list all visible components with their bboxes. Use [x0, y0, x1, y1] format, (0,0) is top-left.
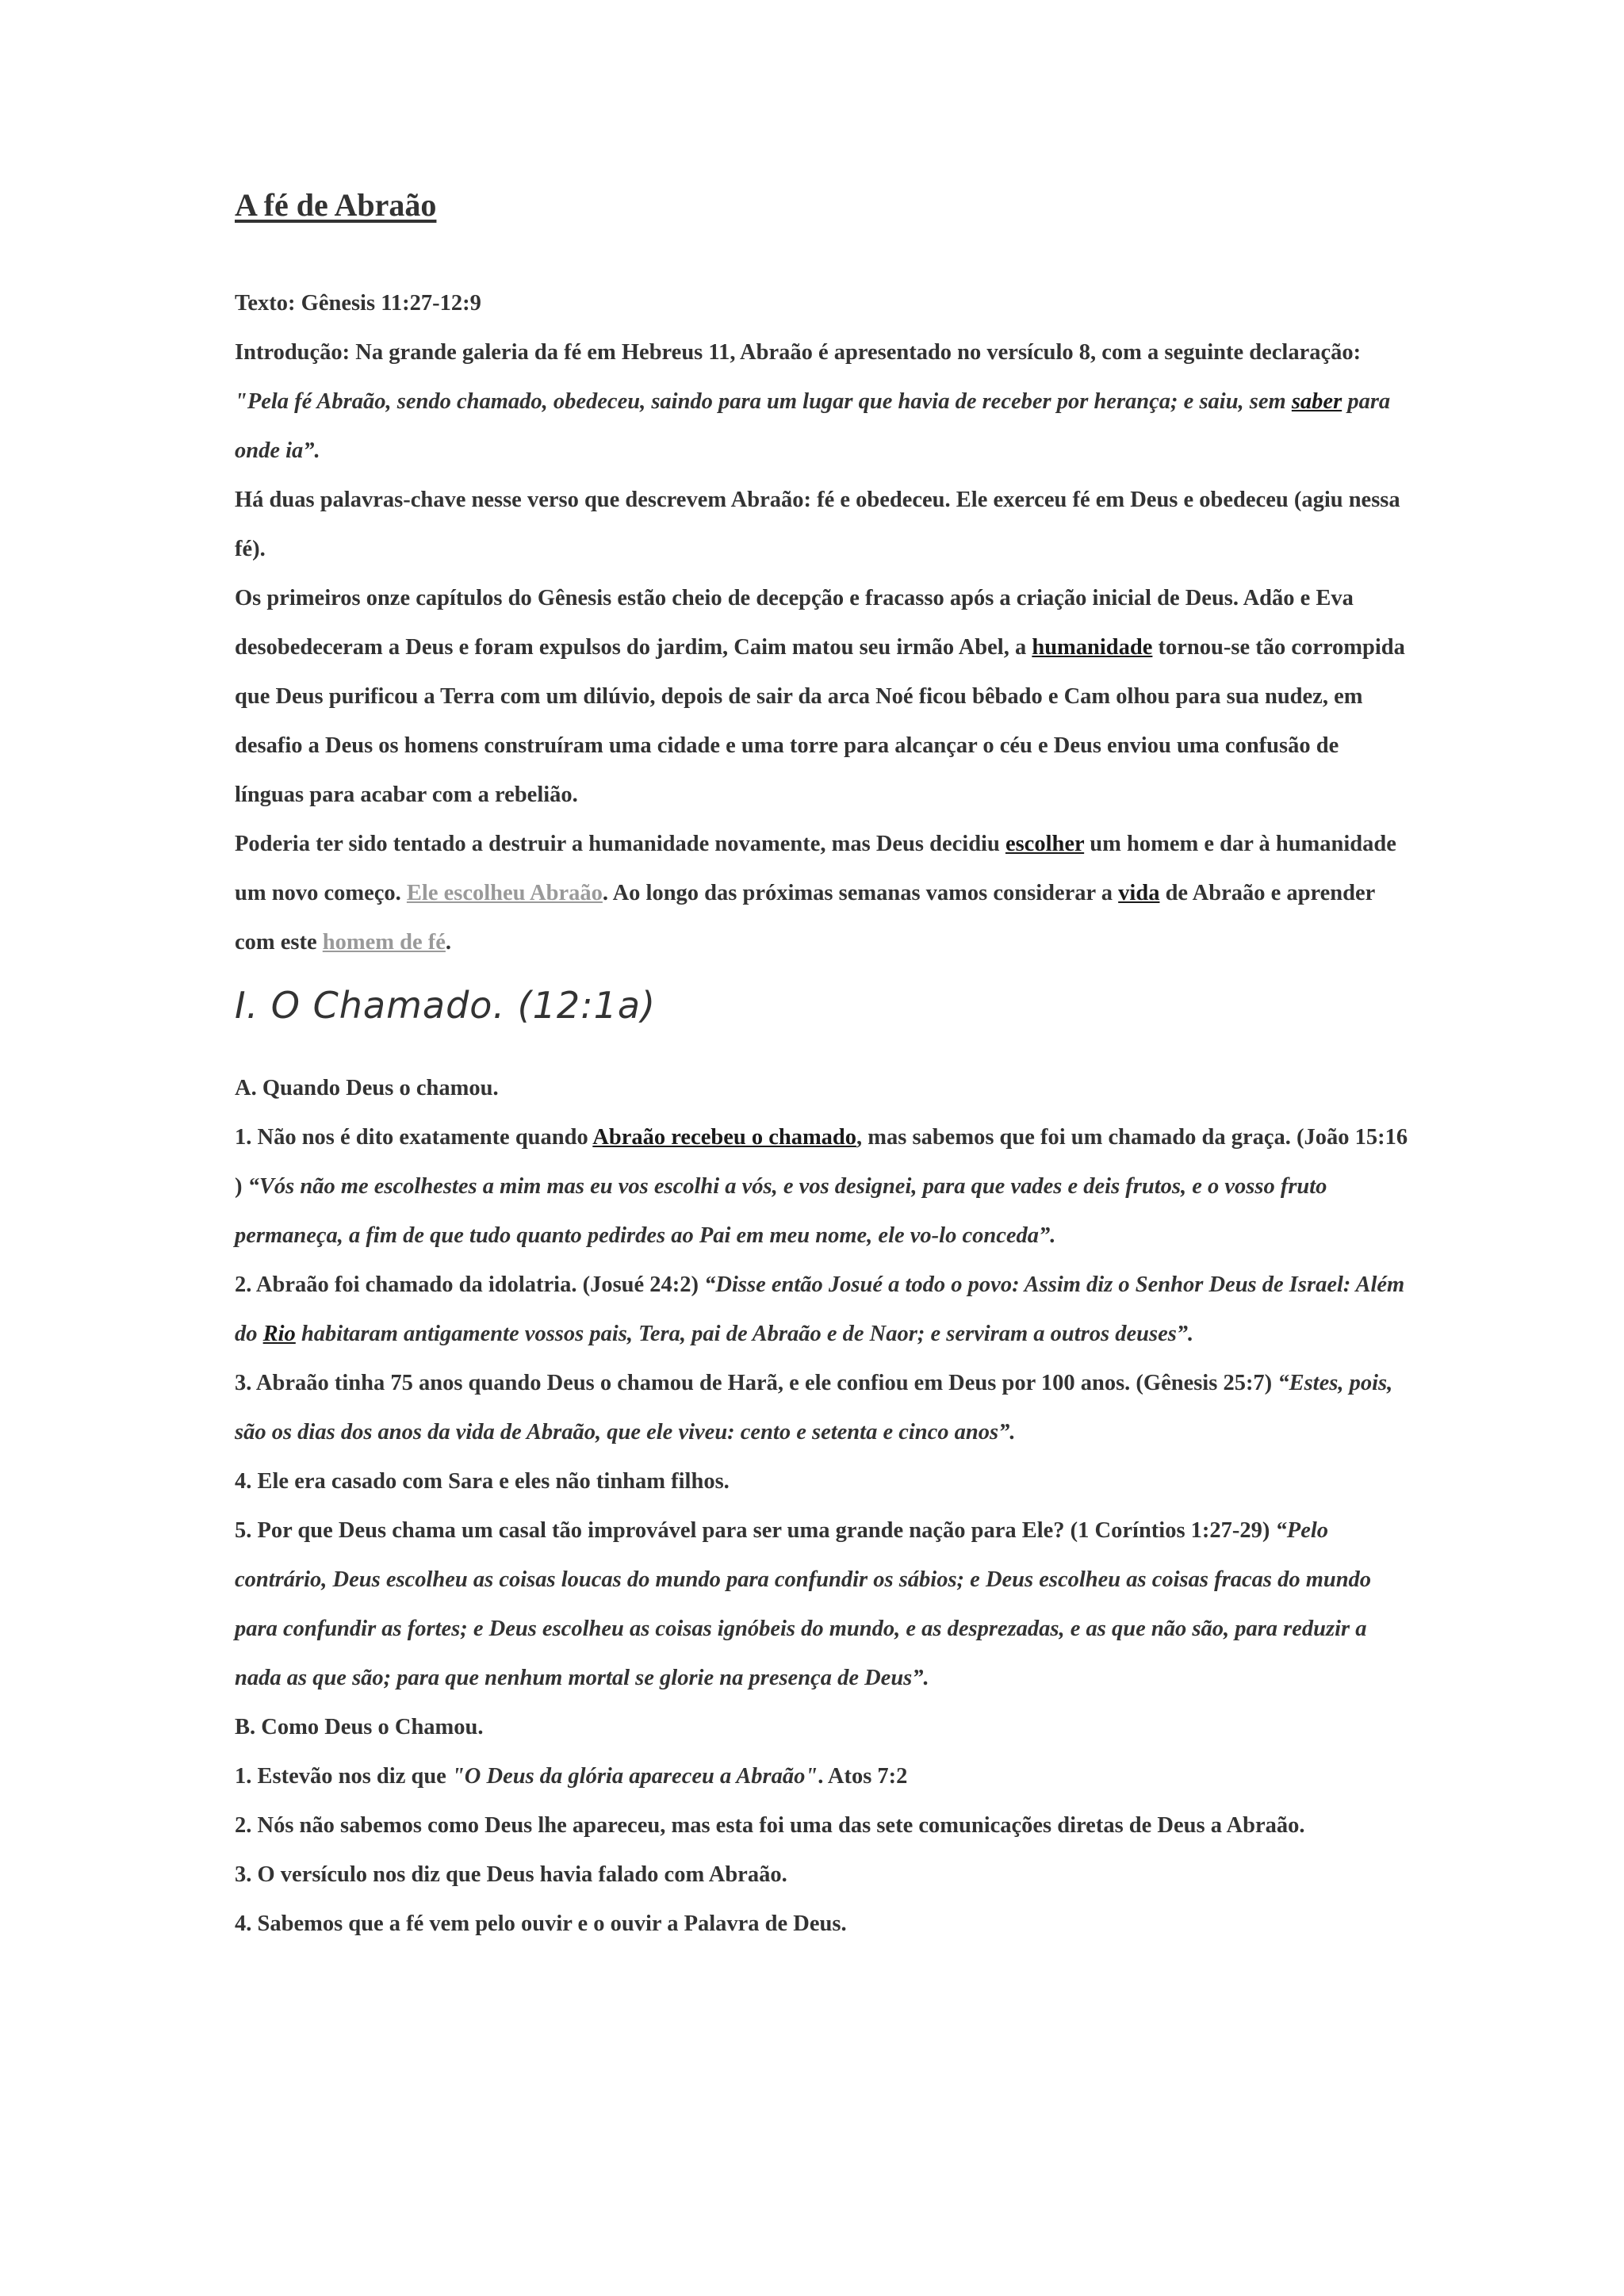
item-quote: “Estes, pois, são os dias dos anos da vida de Abraão, que ele viveu: cento e setenta e cinco anos”.	[235, 1371, 1393, 1445]
list-item: 4. Ele era casado com Sara e eles não tinham filhos.	[235, 1469, 730, 1494]
chapters-text-end: tornou-se tão corrompida que Deus purificou a Terra com um dilúvio, depois de sair da arca Noé ficou bêbado e Cam olhou para sua nudez, em desafio a Deus os homens construíram uma cidade e uma torre para alcançar o céu e Deus enviou uma confusão de línguas para acabar com a rebelião.	[235, 635, 1405, 807]
item-text: 1. Não nos é dito exatamente quando	[235, 1125, 593, 1150]
scripture-reference: Texto: Gênesis 11:27-12:9	[235, 291, 481, 316]
item-text: , mas sabemos que foi um chamado da graça. (João 15:16 )	[235, 1125, 1408, 1199]
keywords-paragraph: Há duas palavras-chave nesse verso que descrevem Abraão: fé e obedeceu. Ele exerceu fé em Deus e obedeceu (agiu nessa fé).	[235, 488, 1400, 561]
list-item: 2. Nós não sabemos como Deus lhe apareceu, mas esta foi uma das sete comunicações diretas de Deus a Abraão.	[235, 1813, 1305, 1838]
page-title: A fé de Abraão	[235, 187, 437, 223]
choice-text-5: .	[445, 930, 452, 955]
item-quote: "O Deus da glória apareceu a Abraão"	[451, 1764, 818, 1789]
quote-text: "Pela fé Abraão, sendo chamado, obedeceu, saindo para um lugar que havia de receber por herança; e saiu, sem	[235, 389, 1292, 414]
subsection-a-heading: A. Quando Deus o chamou.	[235, 1076, 499, 1100]
chapters-paragraph	[235, 574, 1408, 820]
subsection-b-heading: B. Como Deus o Chamou.	[235, 1715, 484, 1739]
vida-link[interactable]: vida	[1118, 881, 1160, 905]
choice-text-4: de Abraão e aprender com este	[235, 881, 1375, 955]
item-quote: “Disse então Josué a todo o povo: Assim diz o Senhor Deus de Israel: Além do	[235, 1272, 1405, 1346]
choice-text-1: Poderia ter sido tentado a destruir a humanidade novamente, mas Deus decidiu	[235, 832, 1005, 856]
humanidade-link[interactable]: humanidade	[1032, 635, 1153, 660]
intro-paragraph: Introdução: Na grande galeria da fé em Hebreus 11, Abraão é apresentado no versículo 8, com a seguinte declaração:	[235, 340, 1362, 365]
list-item	[235, 1113, 1408, 1261]
item-text: 5. Por que Deus chama um casal tão improvável para ser uma grande nação para Ele? (1 Coríntios 1:27-29)	[235, 1518, 1276, 1543]
list-item: 4. Sabemos que a fé vem pelo ouvir e o ouvir a Palavra de Deus.	[235, 1911, 847, 1936]
list-item	[235, 1261, 1408, 1359]
document-body	[235, 279, 1408, 1949]
item-text: 2. Abraão foi chamado da idolatria. (Josué 24:2)	[235, 1272, 705, 1297]
item-quote: “Vós não me escolhestes a mim mas eu vos escolhi a vós, e vos designei, para que vades e deis frutos, e o vosso fruto permaneça, a fim de que tudo quanto pedirdes ao Pai em meu nome, ele vo-lo conceda”.	[235, 1174, 1327, 1248]
abraao-chamado-link[interactable]: Abraão recebeu o chamado	[592, 1125, 857, 1150]
list-item: 3. O versículo nos diz que Deus havia falado com Abraão.	[235, 1862, 787, 1887]
saber-link[interactable]: saber	[1291, 389, 1342, 414]
quote-text-end: para onde ia”.	[235, 389, 1391, 463]
homem-de-fe-link[interactable]: homem de fé	[322, 930, 446, 955]
ele-escolheu-abraao-link[interactable]: Ele escolheu Abraão	[406, 881, 603, 905]
chapters-text: Os primeiros onze capítulos do Gênesis estão cheio de decepção e fracasso após a criação inicial de Deus. Adão e Eva desobedeceram a Deus e foram expulsos do jardim, Caim matou seu irmão Abel, a	[235, 586, 1354, 660]
item-quote-end: habitaram antigamente vossos pais, Tera, pai de Abraão e de Naor; e serviram a outros deuses”.	[295, 1322, 1194, 1346]
item-text: 1. Estevão nos diz que	[235, 1764, 452, 1789]
item-quote: “Pelo contrário, Deus escolheu as coisas loucas do mundo para confundir os sábios; e Deus escolheu as coisas fracas do mundo para confundir as fortes; e Deus escolheu as coisas ignóbeis do mundo, e as desprezadas, e as que não são, para reduzir a nada as que são; para que nenhum mortal se glorie na presença de Deus”.	[235, 1518, 1372, 1690]
item-text-end: . Atos 7:2	[818, 1764, 908, 1789]
rio-link[interactable]: Rio	[262, 1322, 296, 1346]
quote-paragraph	[235, 377, 1408, 476]
escolher-link[interactable]: escolher	[1005, 832, 1085, 856]
document-page	[235, 187, 1408, 1949]
choice-paragraph	[235, 820, 1408, 967]
list-item	[235, 1506, 1408, 1703]
list-item	[235, 1359, 1408, 1457]
choice-text-3: . Ao longo das próximas semanas vamos considerar a	[602, 881, 1119, 905]
choice-text-2: um homem e dar à humanidade um novo começo.	[235, 832, 1396, 905]
section-heading-chamado: I. O Chamado. (12:1a)	[235, 984, 657, 1027]
item-text: 3. Abraão tinha 75 anos quando Deus o chamou de Harã, e ele confiou em Deus por 100 anos. (Gênesis 25:7)	[235, 1371, 1278, 1395]
list-item	[235, 1752, 1408, 1801]
